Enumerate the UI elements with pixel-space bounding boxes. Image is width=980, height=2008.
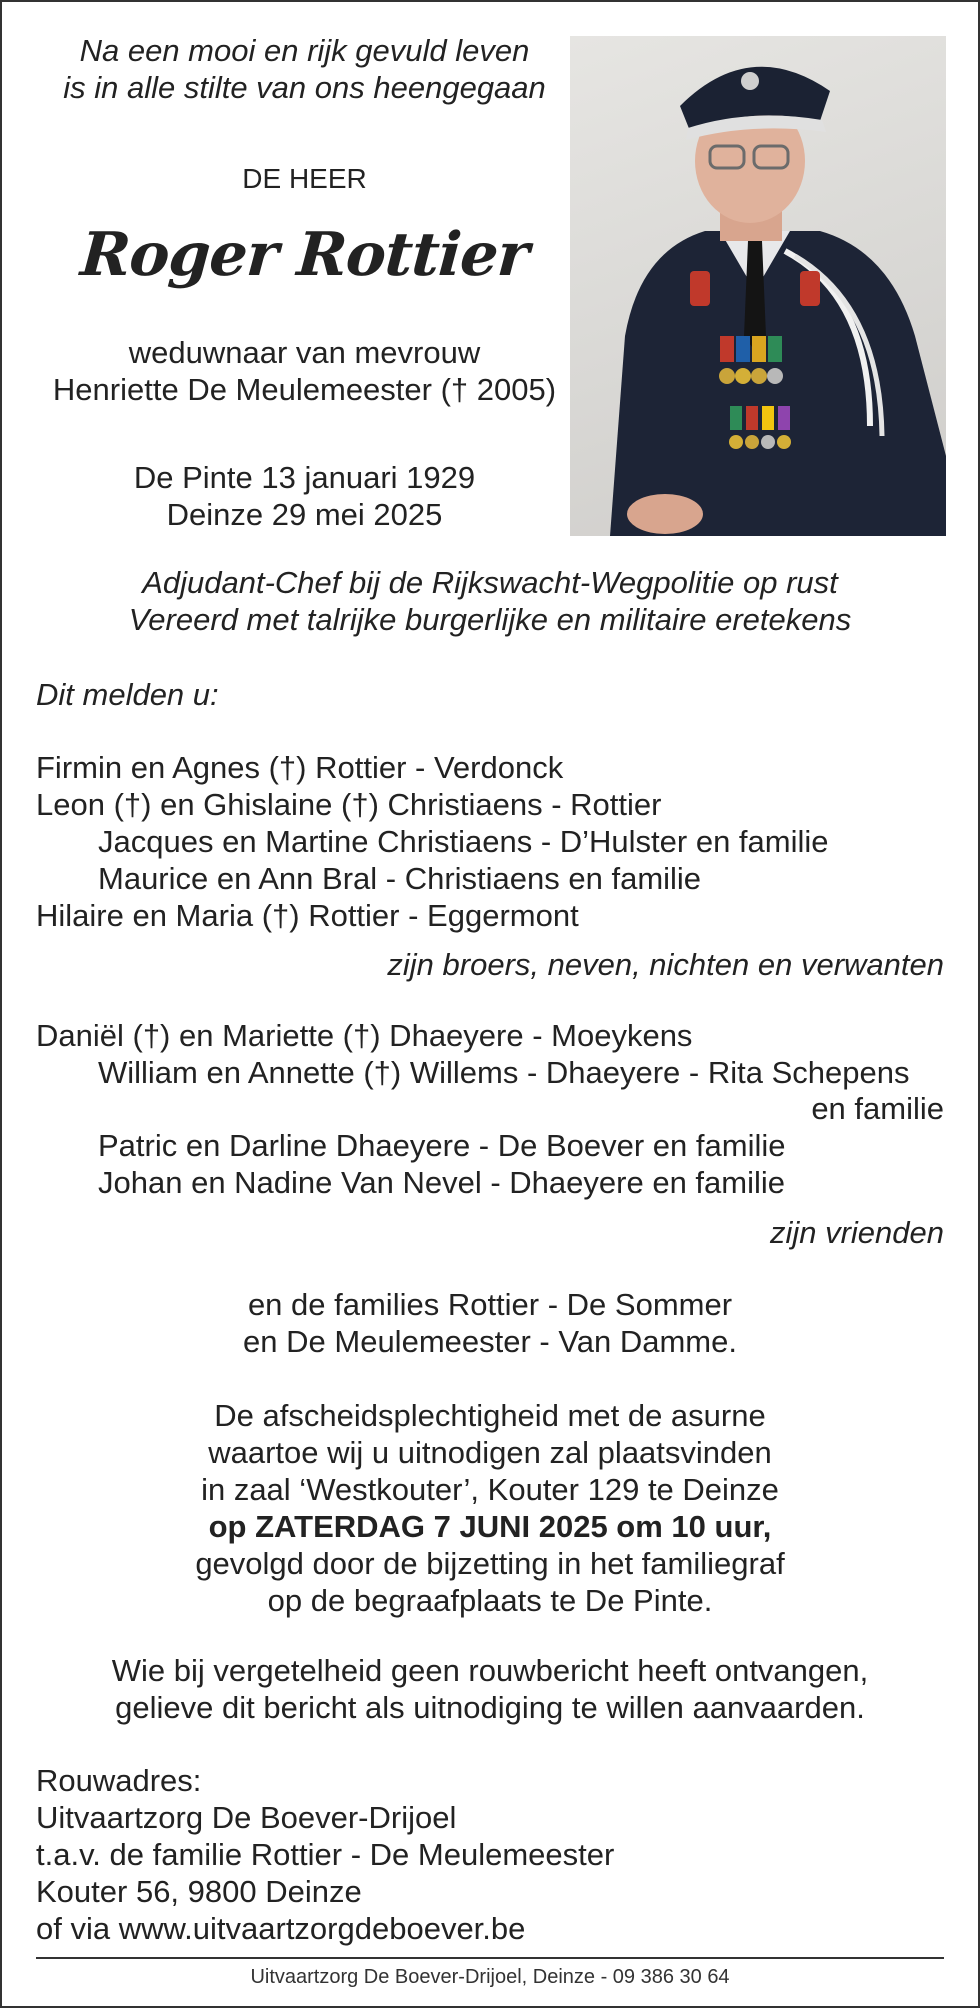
families-line: en de families Rottier - De Sommer <box>247 1287 733 1322</box>
family-list-1 <box>36 749 661 823</box>
footer-divider <box>36 1957 944 1959</box>
address-line: Uitvaartzorg De Boever-Drijoel <box>36 1800 457 1835</box>
honorific-title: DE HEER <box>242 163 367 194</box>
family-list-1-indented <box>98 823 829 897</box>
family-line: Jacques en Martine Christiaens - D’Hulster en familie <box>98 824 829 859</box>
announcement-heading: Dit melden u: <box>36 677 219 712</box>
collar-insignia <box>690 271 710 306</box>
birth-date: De Pinte 13 januari 1929 <box>133 460 476 495</box>
rank-line: Adjudant-Chef bij de Rijkswacht-Wegpolitie op rust <box>142 565 838 600</box>
address-line: t.a.v. de familie Rottier - De Meulemeester <box>36 1837 615 1872</box>
invitation-note <box>32 1652 948 1726</box>
honours-line: Vereerd met talrijke burgerlijke en militaire eretekens <box>128 602 852 637</box>
intro-text <box>32 32 577 106</box>
mourning-address <box>36 1762 614 1947</box>
collar-insignia <box>800 271 820 306</box>
family-line: Maurice en Ann Bral - Christiaens en familie <box>98 861 702 896</box>
deceased-name: Roger Rottier <box>78 220 531 290</box>
family-line: Firmin en Agnes (†) Rottier - Verdonck <box>36 750 564 785</box>
intro-line: is in alle stilte van ons heengegaan <box>63 70 546 105</box>
family-line: Leon (†) en Ghislaine (†) Christiaens - Rottier <box>36 787 662 822</box>
widow-notice <box>32 334 577 408</box>
families-block <box>32 1286 948 1360</box>
ceremony-line: gevolgd door de bijzetting in het familiegraf <box>195 1546 785 1581</box>
family-line-continuation: en familie <box>811 1091 944 1126</box>
intro-line: Na een mooi en rijk gevuld leven <box>79 33 530 68</box>
invitation-line: gelieve dit bericht als uitnodiging te willen aanvaarden. <box>115 1690 865 1725</box>
rank-and-honours <box>32 564 948 638</box>
family-line: William en Annette (†) Willems - Dhaeyere - Rita Schepens <box>98 1055 910 1090</box>
portrait-photo <box>570 36 946 536</box>
ceremony-line: in zaal ‘Westkouter’, Kouter 129 te Deinze <box>201 1472 779 1507</box>
address-heading: Rouwadres: <box>36 1763 202 1798</box>
ceremony-date: op ZATERDAG 7 JUNI 2025 om 10 uur, <box>208 1509 772 1544</box>
family-line: Hilaire en Maria (†) Rottier - Eggermont <box>36 898 579 933</box>
death-date: Deinze 29 mei 2025 <box>166 497 443 532</box>
address-line: Kouter 56, 9800 Deinze <box>36 1874 362 1909</box>
ceremony-line: waartoe wij u uitnodigen zal plaatsvinden <box>208 1435 772 1470</box>
family-line: Daniël (†) en Mariette (†) Dhaeyere - Moeykens <box>36 1018 693 1053</box>
portrait-illustration <box>570 36 946 536</box>
cap-badge <box>741 72 759 90</box>
friends-relation: zijn vrienden <box>769 1215 944 1250</box>
ceremony-details <box>32 1397 948 1619</box>
widow-line: Henriette De Meulemeester († 2005) <box>52 372 557 407</box>
families-line: en De Meulemeester - Van Damme. <box>243 1324 737 1359</box>
life-dates <box>32 459 577 533</box>
family-line: Patric en Darline Dhaeyere - De Boever en familie <box>98 1128 786 1163</box>
family-line: Johan en Nadine Van Nevel - Dhaeyere en familie <box>98 1165 785 1200</box>
address-website: of via www.uitvaartzorgdeboever.be <box>36 1911 526 1946</box>
widow-line: weduwnaar van mevrouw <box>128 335 481 370</box>
family-list-2-indented <box>98 1127 785 1201</box>
ceremony-line: op de begraafplaats te De Pinte. <box>267 1583 713 1618</box>
footer-text: Uitvaartzorg De Boever-Drijoel, Deinze - 09 386 30 64 <box>250 1966 730 1988</box>
hand <box>627 494 703 534</box>
ceremony-line: De afscheidsplechtigheid met de asurne <box>214 1398 766 1433</box>
invitation-line: Wie bij vergetelheid geen rouwbericht heeft ontvangen, <box>111 1653 869 1688</box>
uniform-jacket <box>610 231 946 536</box>
family-relation: zijn broers, neven, nichten en verwanten <box>387 947 944 982</box>
